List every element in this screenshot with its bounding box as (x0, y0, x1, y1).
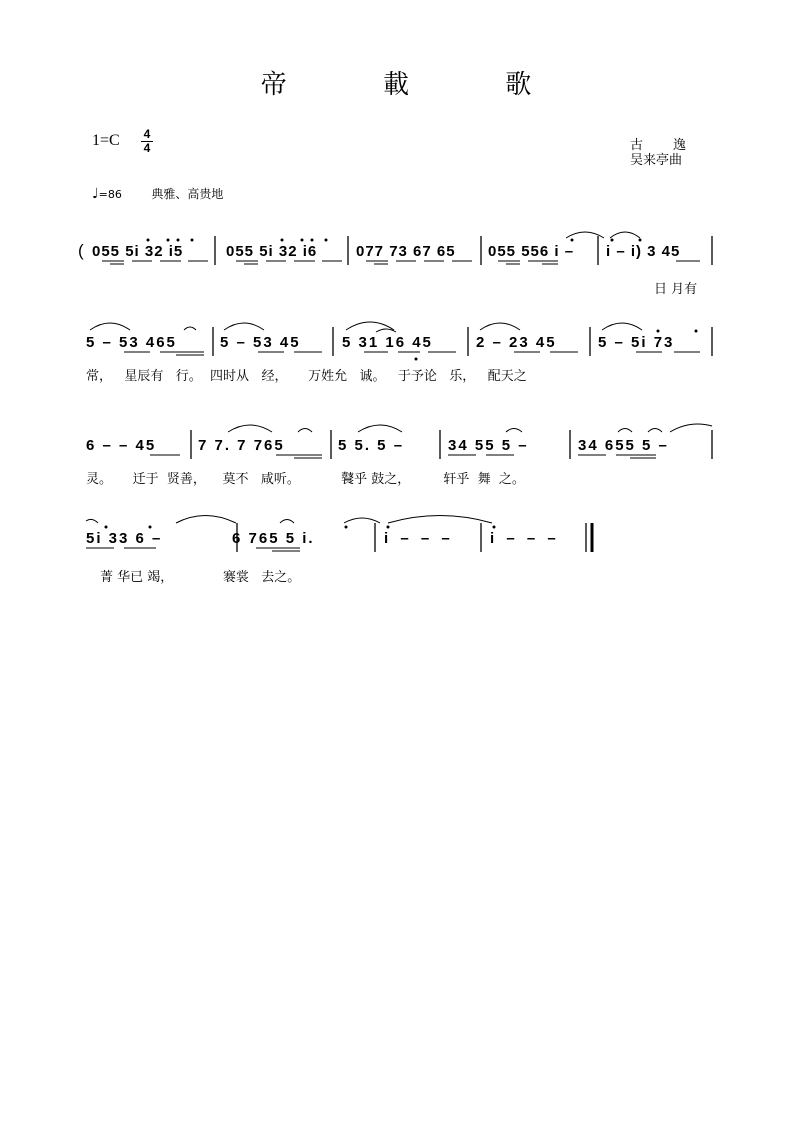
time-signature-top: 4 (143, 127, 151, 141)
score-line-2 (86, 322, 712, 361)
duration-underlines (150, 455, 656, 458)
notes-line1: 055 5i 32 i6 (226, 243, 318, 260)
duration-underlines (102, 261, 700, 264)
lyrics-line-3: 灵。 迁于 贤善， 莫不 咸听。 鼚乎 鼓之， 轩乎 舞 之。 (86, 472, 525, 487)
lyricist-credit: 古逸 (630, 138, 717, 153)
notes-line2: 5 – 53 45 (220, 334, 301, 351)
page-title: 帝 載 歌 (260, 70, 576, 100)
notes-line2: 5 – 53 465 (86, 334, 177, 351)
notes-line1: i – i) 3 45 (606, 243, 681, 260)
notes-line2: 2 – 23 45 (476, 334, 557, 351)
octave-dots (147, 239, 642, 242)
octave-dots (105, 526, 496, 529)
notes-line2: 5 31 16 45 (342, 334, 433, 351)
notes-line3: 34 655 5 – (578, 437, 669, 454)
score-line-1 (78, 232, 712, 265)
slurs (86, 516, 492, 524)
lyrics-line-4: 菁 华已 竭， 褰裳 去之。 (100, 570, 301, 585)
notation-text-store (0, 0, 1, 1)
notes-line4: i – – – (490, 530, 560, 547)
composer-credit: 吴来亭曲 (630, 153, 683, 168)
score-line-4 (86, 516, 592, 553)
duration-underlines (86, 548, 300, 551)
slurs (566, 232, 640, 238)
duration-underlines (124, 352, 700, 355)
notes-line3: 7 7. 7 765 (198, 437, 285, 454)
slurs (228, 424, 712, 432)
slurs (90, 322, 642, 332)
notes-line4: i – – – (384, 530, 454, 547)
notes-line1: 055 5i 32 i5 (92, 243, 184, 260)
notation-line-1 (0, 0, 1, 1)
notes-line1: 055 556 i – (488, 243, 575, 260)
notes-line3: 34 55 5 – (448, 437, 529, 454)
time-signature-bottom: 4 (143, 141, 151, 155)
open-paren: ( (78, 241, 84, 260)
lyrics-line-1: 日 月有 (654, 282, 698, 297)
notes-line4: 6 765 5 i. (232, 530, 315, 547)
score-line-3 (86, 424, 712, 459)
notes-line1: 077 73 67 65 (356, 243, 456, 260)
notes-line4: 5i 33 6 – (86, 530, 163, 547)
notes-line3: 6 – – 45 (86, 437, 157, 454)
expression-marking: 典雅、高贵地 (151, 187, 224, 201)
quarter-note-icon: ♩ (92, 186, 99, 202)
lyrics-line-2: 常， 星辰有 行。 四时从 经， 万姓允 诚。 于予论 乐， 配天之 (86, 369, 527, 384)
notes-line3: 5 5. 5 – (338, 437, 405, 454)
key-signature: 1=C (92, 132, 120, 149)
tempo-value: =86 (98, 188, 122, 201)
notes-line2: 5 – 5i 73 (598, 334, 675, 351)
